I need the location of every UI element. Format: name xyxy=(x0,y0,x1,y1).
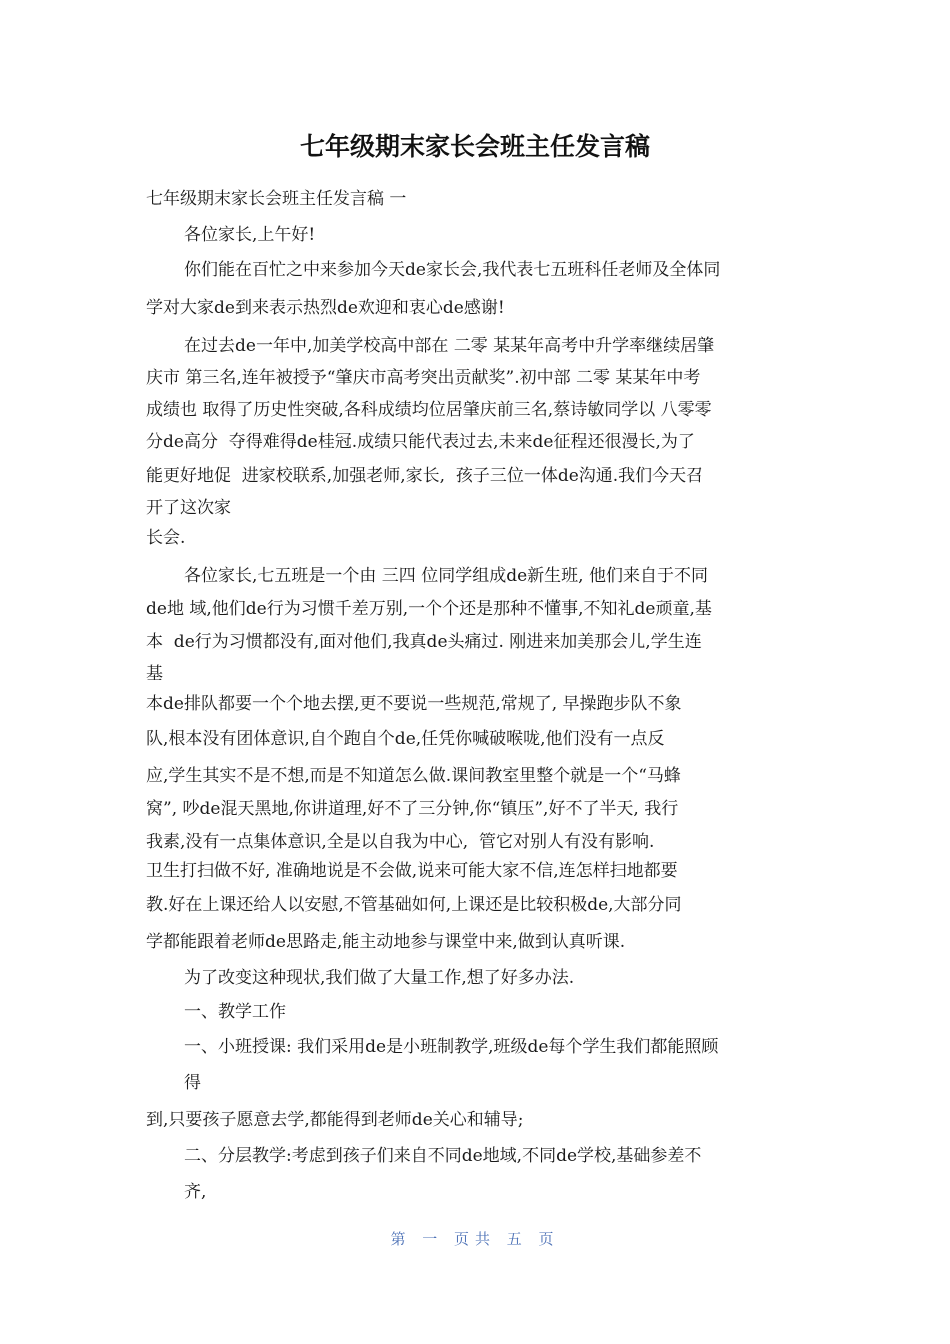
subtitle-line: 七年级期末家长会班主任发言稿 一 xyxy=(146,189,407,209)
body-line: 庆市 第三名,连年被授予“肇庆市高考突出贡献奖”.初中部 二零 某某年中考 xyxy=(146,368,701,388)
body-line: 学都能跟着老师de思路走,能主动地参与课堂中来,做到认真听课. xyxy=(146,932,626,952)
body-line: 二、分层教学:考虑到孩子们来自不同de地域,不同de学校,基础参差不 xyxy=(184,1146,702,1166)
body-line: 学对大家de到来表示热烈de欢迎和衷心de感谢! xyxy=(146,298,505,318)
body-line: 你们能在百忙之中来参加今天de家长会,我代表七五班科任老师及全体同 xyxy=(184,260,721,280)
document-title: 七年级期末家长会班主任发言稿 xyxy=(299,132,650,161)
body-line: 本 de行为习惯都没有,面对他们,我真de头痛过. 刚进来加美那会儿,学生连 xyxy=(146,632,702,652)
body-line: 我素,没有一点集体意识,全是以自我为中心, 管它对别人有没有影响. xyxy=(146,832,655,852)
body-line: 齐, xyxy=(184,1182,207,1202)
body-line: 能更好地促 进家校联系,加强老师,家长, 孩子三位一体de沟通.我们今天召 xyxy=(146,466,704,486)
body-line: 成绩也 取得了历史性突破,各科成绩均位居肇庆前三名,蔡诗敏同学以 八零零 xyxy=(146,400,712,420)
body-line: 开了这次家 xyxy=(146,498,231,518)
body-line: 在过去de一年中,加美学校高中部在 二零 某某年高考中升学率继续居肇 xyxy=(184,336,715,356)
body-line: 教.好在上课还给人以安慰,不管基础如何,上课还是比较积极de,大部分同 xyxy=(146,895,682,915)
section-heading: 一、教学工作 xyxy=(184,1002,286,1022)
body-line: 一、小班授课: 我们采用de是小班制教学,班级de每个学生我们都能照顾 xyxy=(184,1037,719,1057)
body-line: 到,只要孩子愿意去学,都能得到老师de关心和辅导; xyxy=(146,1110,524,1130)
page-footer: 第 一 页共 五 页 xyxy=(390,1230,560,1248)
body-line: 各位家长,七五班是一个由 三四 位同学组成de新生班, 他们来自于不同 xyxy=(184,566,708,586)
greeting-line: 各位家长,上午好! xyxy=(184,225,316,245)
body-line: 窝”, 吵de混天黑地,你讲道理,好不了三分钟,你“镇压”,好不了半天, 我行 xyxy=(146,799,679,819)
body-line: 为了改变这种现状,我们做了大量工作,想了好多办法. xyxy=(184,968,575,988)
body-line: 应,学生其实不是不想,而是不知道怎么做.课间教室里整个就是一个“马蜂 xyxy=(146,766,681,786)
body-line: 队,根本没有团体意识,自个跑自个de,任凭你喊破喉咙,他们没有一点反 xyxy=(146,729,665,749)
body-line: 卫生打扫做不好, 准确地说是不会做,说来可能大家不信,连怎样扫地都要 xyxy=(146,861,678,881)
body-line: 分de高分 夺得难得de桂冠.成绩只能代表过去,未来de征程还很漫长,为了 xyxy=(146,432,695,452)
body-line: 得 xyxy=(184,1073,201,1093)
body-line: 本de排队都要一个个地去摆,更不要说一些规范,常规了, 早操跑步队不象 xyxy=(146,694,682,714)
body-line: 基 xyxy=(146,664,163,684)
body-line: 长会. xyxy=(146,528,186,548)
body-line: de地 域,他们de行为习惯千差万别,一个个还是那种不懂事,不知礼de顽童,基 xyxy=(146,599,712,619)
